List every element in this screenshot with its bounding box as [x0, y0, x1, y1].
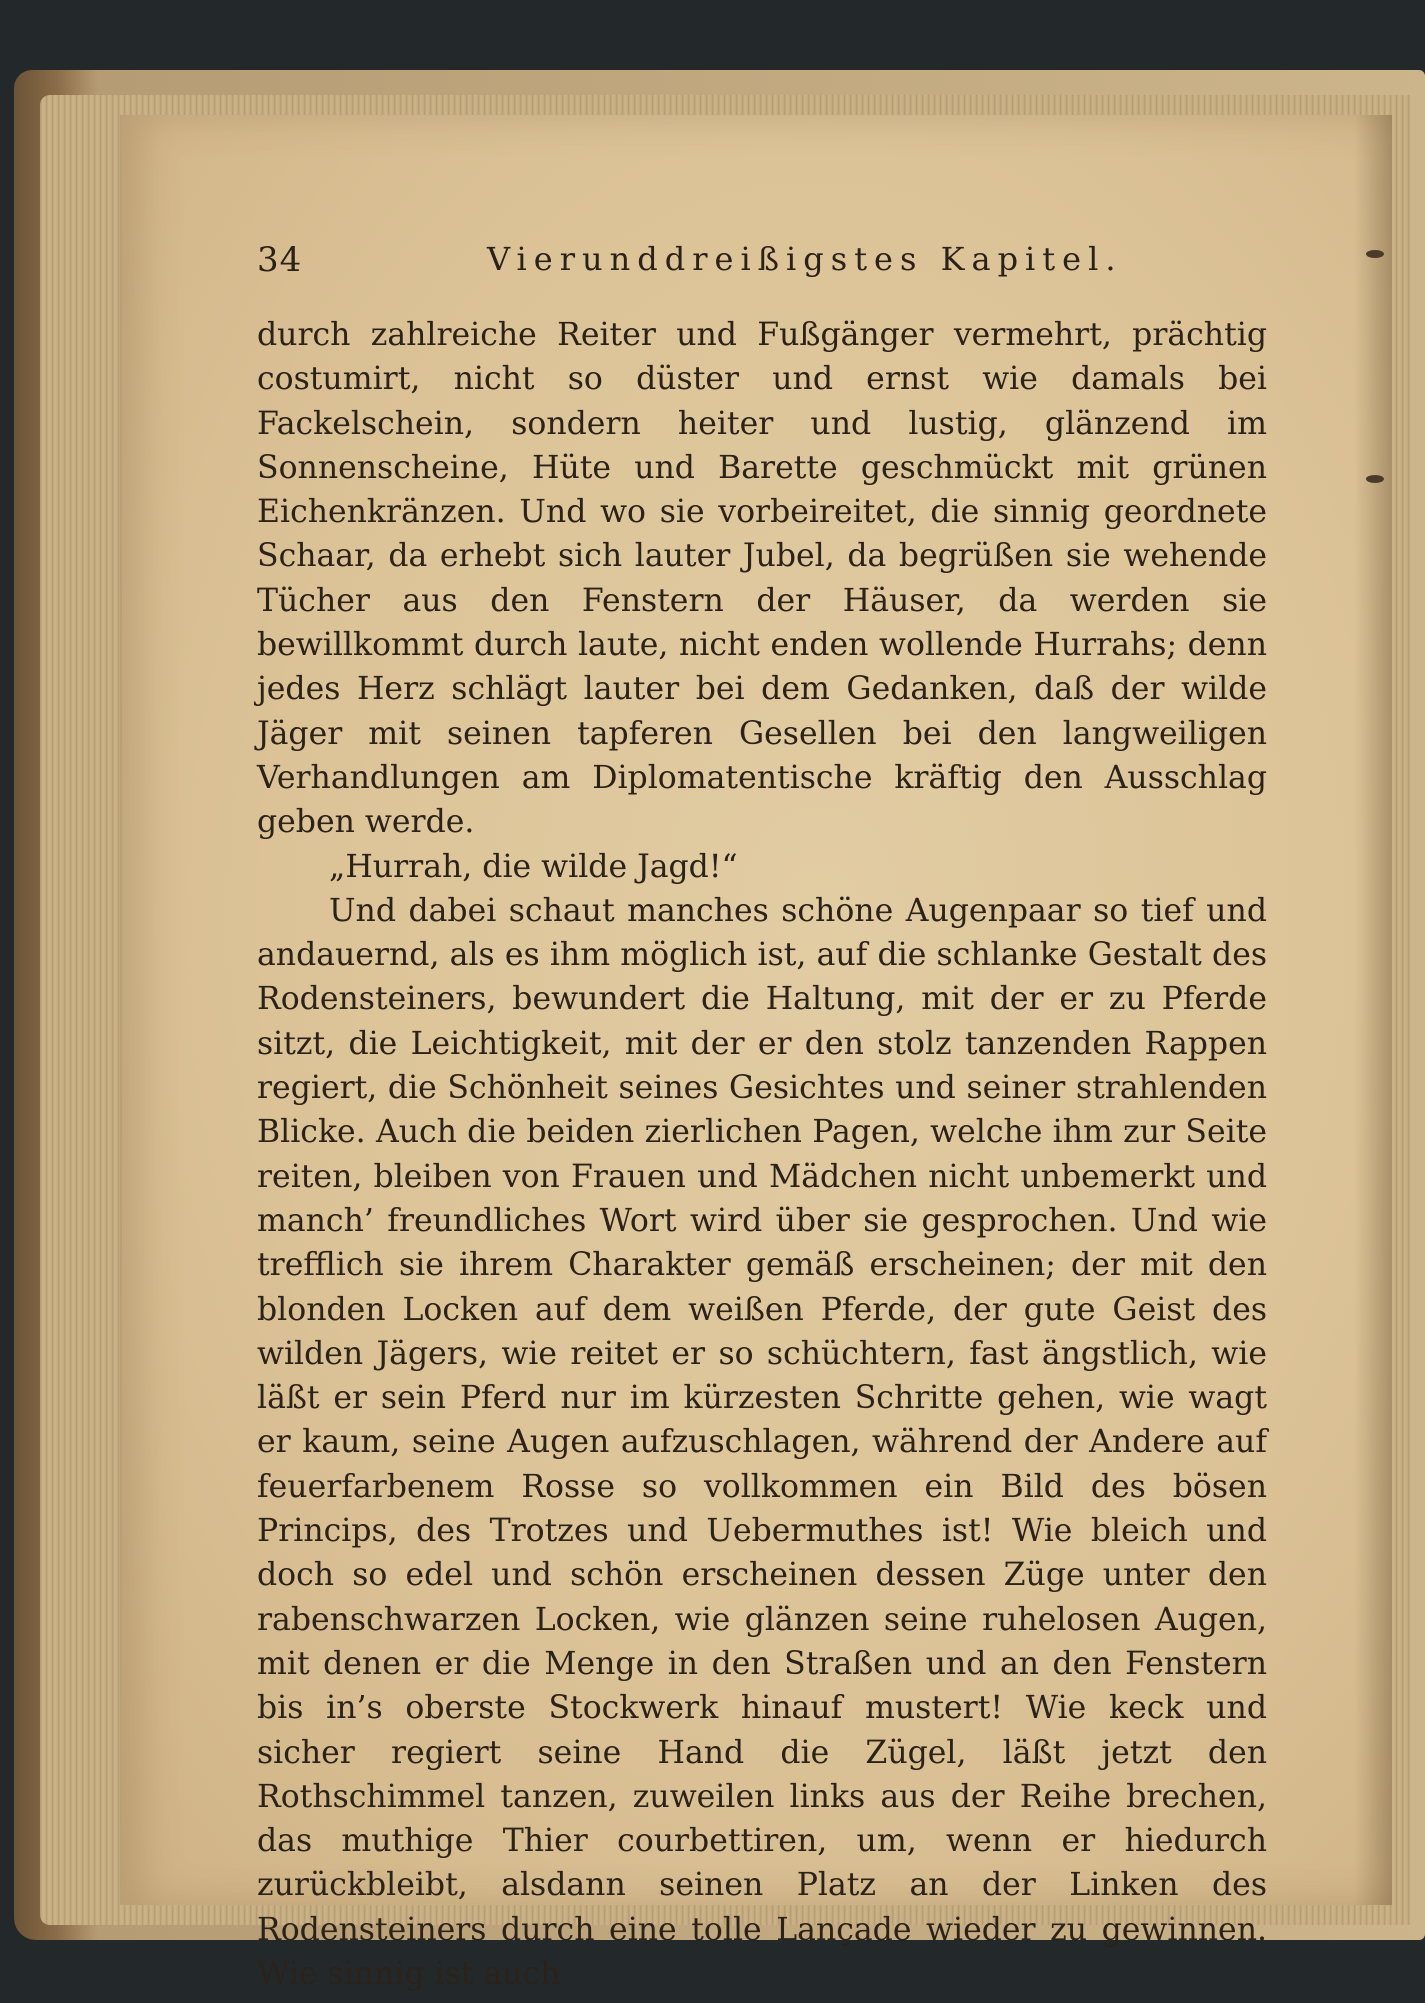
page-gutter — [1354, 115, 1392, 1905]
paragraph-exclamation: „Hurrah, die wilde Jagd!“ — [329, 848, 738, 885]
page-header — [257, 240, 1267, 300]
page-edge-mark — [1366, 250, 1384, 258]
page-edge-mark — [1366, 475, 1384, 483]
body-text — [257, 313, 1267, 1996]
page-number: 34 — [257, 240, 303, 280]
paragraph: Und dabei schaut manches schöne Augenpaar so tief und andauernd, als es ihm möglich ist, auf die schlanke Gestalt des Rodensteiners, bewundert die Haltung, mit der er zu Pferde sitzt, die Leichtigkeit, mit der er den stolz tanzenden Rappen regiert, die Schönheit seines Gesichtes und seiner strahlenden Blicke. Auch die beiden zierlichen Pagen, welche ihm zur Seite reiten, bleiben von Frauen und Mädchen nicht unbemerkt und manch’ freundliches Wort wird über sie gesprochen. Und wie trefflich sie ihrem Charakter gemäß erscheinen; der mit den blonden Locken auf dem weißen Pferde, der gute Geist des wilden Jägers, wie reitet er so schüchtern, fast ängstlich, wie läßt er sein Pferd nur im kürzesten Schritte gehen, wie wagt er kaum, seine Augen aufzuschlagen, während der Andere auf feuerfarbenem Rosse so vollkommen ein Bild des bösen Princips, des Trotzes und Uebermuthes ist! Wie bleich und doch so edel und schön erscheinen dessen Züge unter den rabenschwarzen Locken, wie glänzen seine ruhelosen Augen, mit denen er die Menge in den Straßen und an den Fenstern bis in’s oberste Stockwerk hinauf mustert! Wie keck und sicher regiert seine Hand die Zügel, läßt jetzt den Rothschimmel tanzen, zuweilen links aus der Reihe brechen, das muthige Thier courbettiren, um, wenn er hiedurch zurückbleibt, alsdann seinen Platz an der Linken des Rodensteiners durch eine tolle Lançade wieder zu gewinnen. Wie sinnig ist auch — [257, 892, 1267, 1992]
running-head: Vierunddreißigstes Kapitel. — [487, 240, 1123, 278]
book-page — [120, 115, 1392, 1992]
paragraph: durch zahlreiche Reiter und Fußgänger vermehrt, prächtig costumirt, nicht so düster und ernst wie damals bei Fackelschein, sondern heiter und lustig, glänzend im Sonnenscheine, Hüte und Barette geschmückt mit grünen Eichenkränzen. Und wo sie vorbeireitet, die sinnig geordnete Schaar, da erhebt sich lauter Jubel, da begrüßen sie wehende Tücher aus den Fenstern der Häuser, da werden sie bewillkommt durch laute, nicht enden wollende Hurrahs; denn jedes Herz schlägt lauter bei dem Gedanken, daß der wilde Jäger mit seinen tapferen Gesellen bei den langweiligen Verhandlungen am Diplomatentische kräftig den Ausschlag geben werde. — [257, 317, 1267, 841]
